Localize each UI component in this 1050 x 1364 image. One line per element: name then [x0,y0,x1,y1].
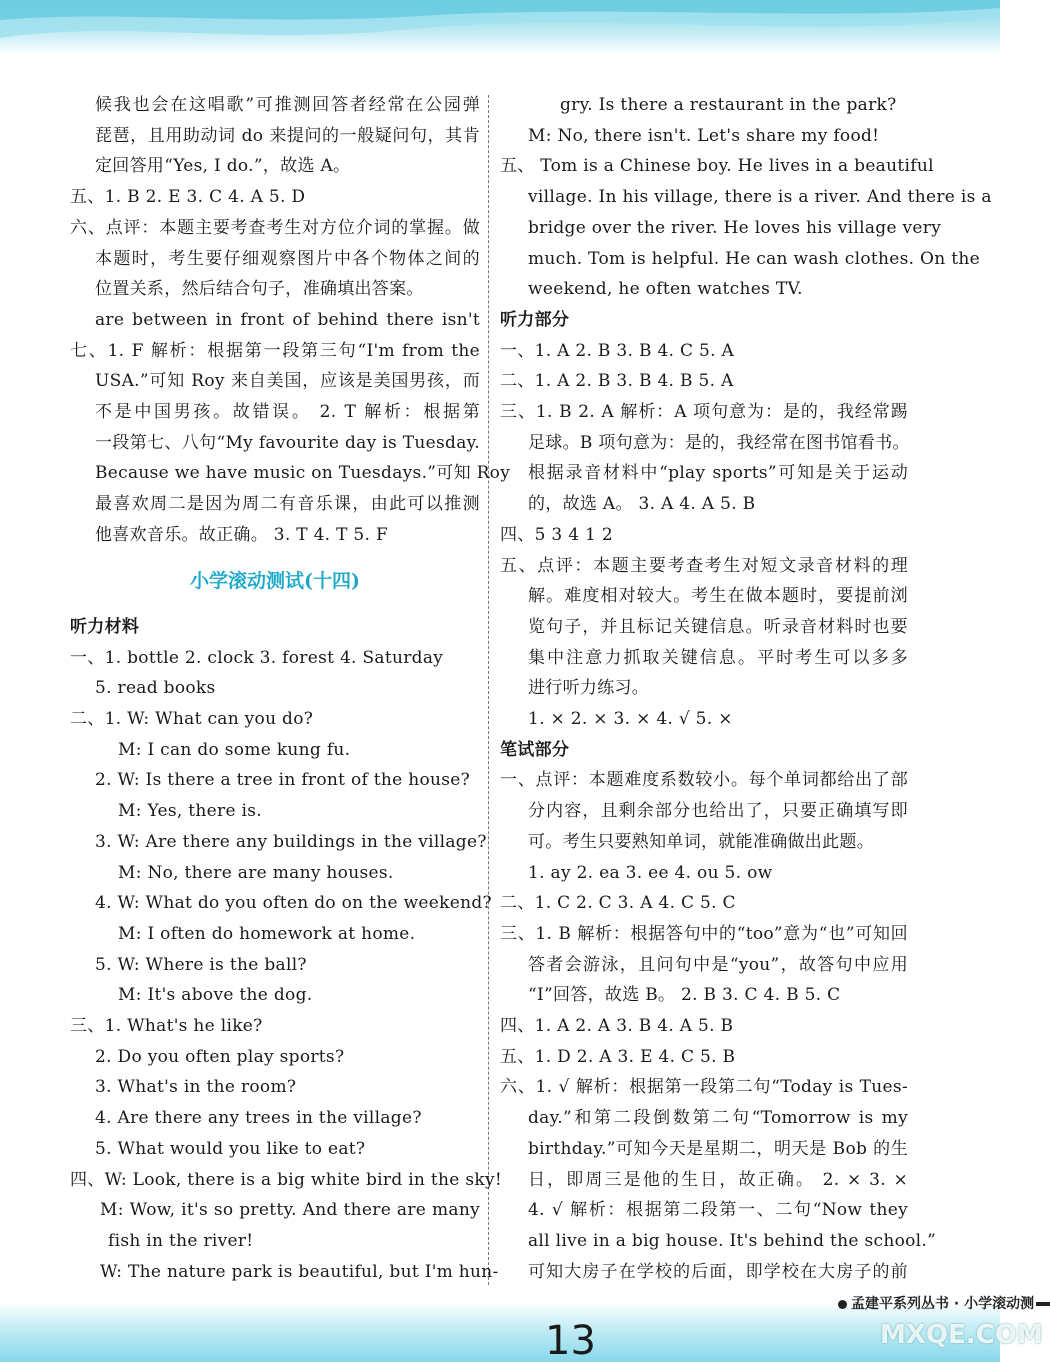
left-text-line: 5. read books [95,678,216,699]
bullet-icon [838,1300,847,1309]
right-text-line: 根据录音材料中“play sports”可知是关于运动 [528,463,908,484]
right-text-line: gry. Is there a restaurant in the park? [560,95,897,115]
left-text-line: M: I can do some kung fu. [118,739,351,760]
bar-icon [1036,1302,1050,1306]
right-text-line: 五、点评：本题主要考查考生对短文录音材料的理 [500,555,908,576]
left-text-line: 六、点评：本题主要考查考生对方位介词的掌握。做 [70,217,480,238]
right-text-line: 1. × 2. × 3. × 4. √ 5. × [528,709,733,729]
right-text-line: birthday.”可知今天是星期二，明天是 Bob 的生 [528,1138,908,1159]
footer-text: 孟建平系列丛书 · 小学滚动测 [851,1296,1035,1312]
right-text-line: much. Tom is helpful. He can wash clothes. On the [528,248,980,269]
left-text-line: 最喜欢周二是因为周二有音乐课，由此可以推测 [95,494,480,515]
left-text-line: 3. What's in the room? [95,1077,297,1098]
left-text-line: 五、1. B 2. E 3. C 4. A 5. D [70,187,306,208]
right-text-line: 一、点评：本题难度系数较小。每个单词都给出了部 [500,770,908,791]
left-text-line: 5. W: Where is the ball? [95,954,307,975]
left-text-line: 4. W: What do you often do on the weekend? [95,893,492,914]
left-text-line: 三、1. What's he like? [70,1016,263,1036]
left-text-line: 本题时，考生要仔细观察图片中各个物体之间的 [95,248,480,269]
right-text-line: 听力部分 [500,309,570,330]
right-text-line: 六、1. √ 解析：根据第一段第二句“Today is Tues- [500,1077,908,1098]
right-text-line: “I”回答，故选 B。 2. B 3. C 4. B 5. C [528,985,841,1006]
left-text-line: 一段第七、八句“My favourite day is Tuesday. [95,432,480,453]
right-text-line: 的，故选 A。 3. A 4. A 5. B [528,494,756,515]
left-text-line: 3. W: Are there any buildings in the village? [95,831,487,852]
left-text-line: USA.”可知 Roy 来自美国，应该是美国男孩，而 [95,371,480,392]
right-text-line: weekend, he often watches TV. [528,279,803,300]
right-text-line: 四、1. A 2. A 3. B 4. A 5. B [500,1016,734,1036]
left-text-line: 定回答用“Yes, I do.”，故选 A。 [95,156,351,177]
left-text-line: 琵琶，且用助动词 do 来提问的一般疑问句，其肯 [95,125,480,146]
section-title: 小学滚动测试(十四) [190,569,360,592]
left-text-line: 候我也会在这唱歌”可推测回答者经常在公园弹 [95,95,480,115]
right-text-line: 可。考生只要熟知单词，就能准确做出此题。 [528,831,874,852]
left-text-line: 2. Do you often play sports? [95,1046,345,1067]
right-text-line: 解。难度相对较大。考生在做本题时，要提前浏 [528,586,908,607]
left-text-line: fish in the river! [108,1230,254,1251]
right-text-line: 五、 Tom is a Chinese boy. He lives in a beautiful [500,156,934,177]
right-text-line: 一、1. A 2. B 3. B 4. C 5. A [500,340,735,361]
right-text-line: 可知大房子在学校的后面，即学校在大房子的前 [528,1261,908,1282]
right-text-line: 日，即周三是他的生日，故正确。 2. × 3. × [528,1169,908,1190]
left-text-line: M: I often do homework at home. [118,923,416,944]
right-text-line: day.”和第二段倒数第二句“Tomorrow is my [528,1108,908,1129]
right-text-line: 四、5 3 4 1 2 [500,524,613,545]
left-text-line: 一、1. bottle 2. clock 3. forest 4. Saturday [70,647,444,668]
left-text-line: 听力材料 [70,616,140,637]
left-text-line: 他喜欢音乐。故正确。 3. T 4. T 5. F [95,524,389,545]
right-text-line: 足球。B 项句意为：是的，我经常在图书馆看书。 [528,432,910,453]
watermark: MXQE.COM [880,1320,1043,1350]
left-text-line: 位置关系，然后结合句子，准确填出答案。 [95,279,424,300]
right-text-line: 分内容，且剩余部分也给出了，只要正确填写即 [528,801,908,822]
left-text-line: W: The nature park is beautiful, but I'm hun- [100,1261,499,1282]
right-text-line: 五、1. D 2. A 3. E 4. C 5. B [500,1046,736,1067]
page-number: 13 [545,1318,596,1364]
left-text-line: 4. Are there any trees in the village? [95,1108,422,1129]
right-text-line: 三、1. B 解析：根据答句中的“too”意为“也”可知回 [500,923,908,944]
left-text-line: M: Yes, there is. [118,801,262,822]
right-text-line: 三、1. B 2. A 解析：A 项句意为：是的，我经常踢 [500,402,908,422]
right-text-line: M: No, there isn't. Let's share my food! [528,125,880,146]
top-wave-decor [0,0,1000,60]
left-text-line: Because we have music on Tuesdays.”可知 Roy [95,463,511,484]
column-divider [488,95,489,1285]
left-text-line: 二、1. W: What can you do? [70,709,314,729]
footer-series-label [838,1293,1050,1313]
right-text-line: 二、1. A 2. B 3. B 4. B 5. A [500,371,734,392]
right-text-line: all live in a big house. It's behind the school.” [528,1230,937,1251]
left-text-line: 不是中国男孩。故错误。 2. T 解析：根据第 [95,402,480,422]
right-text-line: 笔试部分 [500,739,570,760]
right-text-line: bridge over the river. He loves his village very [528,217,942,238]
right-text-line: 答者会游泳，且问句中是“you”，故答句中应用 [528,954,908,975]
left-text-line: 四、W: Look, there is a big white bird in the sky! [70,1169,502,1190]
left-text-line: M: No, there are many houses. [118,862,394,883]
right-text-line: 进行听力练习。 [528,678,650,699]
left-text-line: are between in front of behind there isn't [95,309,480,330]
right-text-line: 二、1. C 2. C 3. A 4. C 5. C [500,893,736,914]
left-text-line: 5. What would you like to eat? [95,1138,366,1159]
right-text-line: village. In his village, there is a river. And there is a [528,187,992,208]
right-text-line: 1. ay 2. ea 3. ee 4. ou 5. ow [528,862,773,883]
right-text-line: 集中注意力抓取关键信息。平时考生可以多多 [528,647,908,668]
right-text-line: 4. √ 解析：根据第二段第一、二句“Now they [528,1200,908,1221]
left-text-line: M: Wow, it's so pretty. And there are many [100,1200,480,1221]
left-text-line: 七、1. F 解析：根据第一段第三句“I'm from the [70,340,480,361]
right-text-line: 览句子，并且标记关键信息。听录音材料时也要 [528,616,908,637]
left-text-line: M: It's above the dog. [118,985,313,1006]
left-text-line: 2. W: Is there a tree in front of the house? [95,770,471,791]
